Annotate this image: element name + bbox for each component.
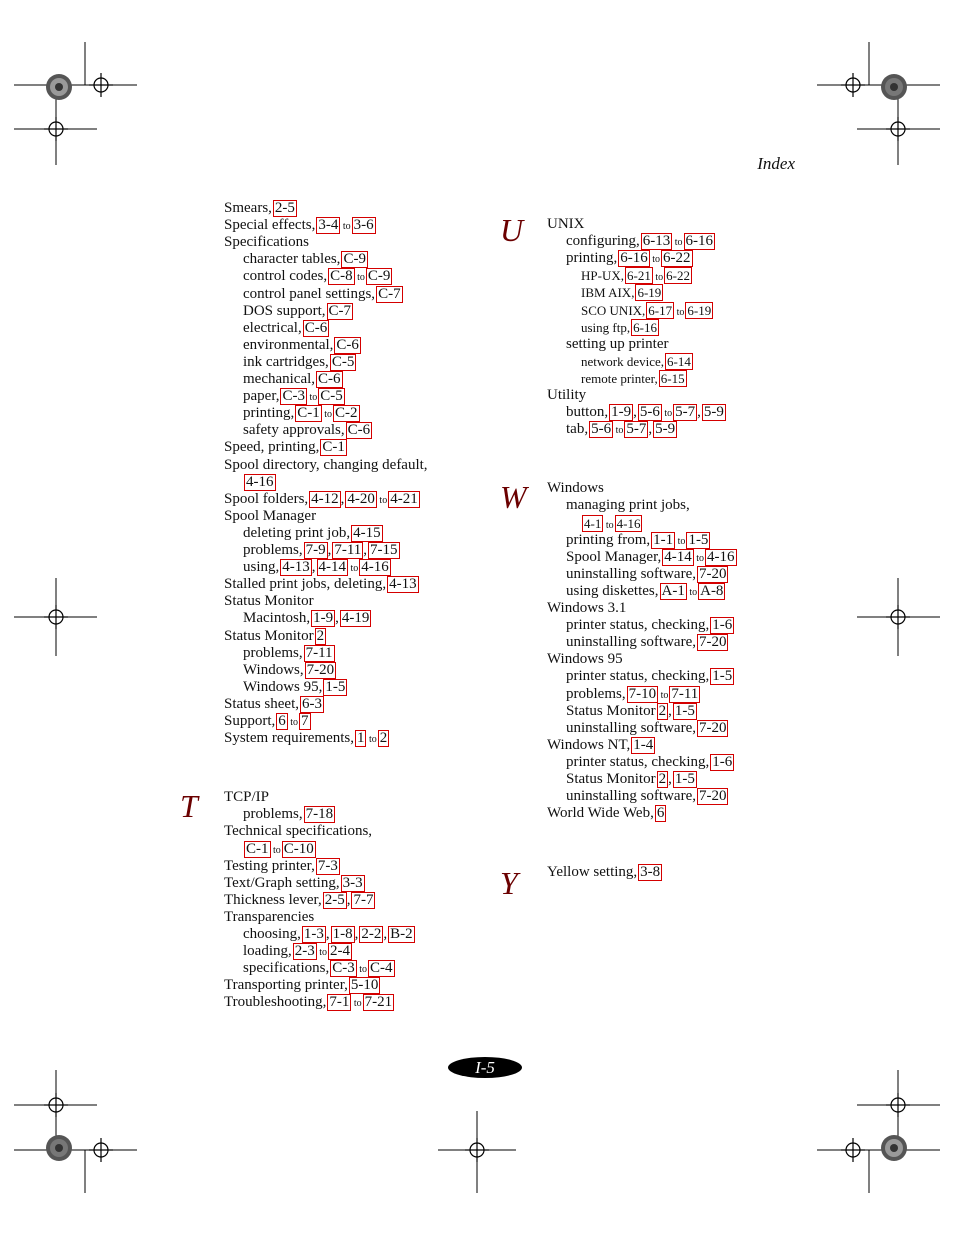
index-entry [224,713,311,731]
page-ref-link[interactable]: C-2 [335,405,358,422]
index-entry [547,720,728,737]
index-entry [224,806,335,823]
index-entry [224,662,336,679]
range-word: to [366,734,377,746]
page-ref-link[interactable]: 4-16 [707,548,735,565]
entry-text: ink cartridges, [243,353,329,370]
entry-text: uninstalling software, [566,719,696,736]
index-entry [547,737,655,754]
index-entry [224,422,372,439]
page-ref-link[interactable]: 2-2 [361,926,382,942]
entry-text: , [668,702,672,719]
entry-text: Spool directory, changing default, [224,456,428,473]
page-ref-link[interactable]: C-7 [378,285,401,302]
entry-text: Spool folders, [224,490,309,507]
entry-text: Smears, [224,200,272,216]
entry-text: , [697,404,701,421]
index-entry [547,421,677,439]
entry-text: Text/Graph setting, [224,874,340,891]
running-header: Index [757,154,795,173]
index-entry [547,651,623,667]
page-ref-link[interactable]: C-9 [343,251,366,268]
entry-text: Special effects, [224,217,316,234]
index-entry [547,566,728,583]
index-entry [224,303,353,320]
page-ref-link[interactable]: 1-8 [332,926,353,942]
entry-text: environmental, [243,336,334,353]
index-entry [224,789,269,805]
page-ref-link[interactable]: 7-18 [305,806,334,823]
page-ref-link[interactable]: A-1 [661,582,685,599]
entry-text: Spool Manager, [566,548,662,565]
entry-text: , [325,926,330,942]
entry-text: Status Monitor [224,627,314,644]
index-entry [547,480,604,496]
index-entry [224,841,316,859]
entry-text: paper, [243,388,280,405]
index-entry [547,805,666,822]
page-ref-link[interactable]: 2 [379,730,388,747]
page-ref-link[interactable]: 6-16 [685,233,714,250]
entry-text: , [363,542,368,558]
entry-text: loading, [243,943,292,960]
entry-text: Transporting printer, [224,977,348,994]
range-word: to [348,563,359,575]
index-entry [224,823,372,839]
page-ref-link[interactable]: 3-3 [342,874,363,891]
entry-text: problems, [243,806,303,823]
page-ref-link[interactable]: 7-20 [306,661,335,678]
page-ref-link[interactable]: 3-8 [640,864,661,881]
entry-text: control panel settings, [243,285,376,302]
page-ref-link[interactable]: 7-11 [334,542,362,558]
page-ref-link[interactable]: 2-5 [324,891,345,908]
entry-text: electrical, [243,319,302,336]
page-ref-link[interactable]: C-6 [304,319,328,336]
index-entry [547,703,697,720]
page-ref-link[interactable]: 6-19 [687,302,712,318]
range-word: to [321,409,333,421]
entry-text: Speed, printing, [224,439,320,456]
entry-text: , [383,926,388,942]
range-word: to [675,535,686,547]
index-entry [547,250,693,268]
page-ref-link[interactable]: 4-1 [584,515,602,531]
index-entry [224,542,400,559]
page-ref-link[interactable]: A-8 [700,582,724,599]
entry-text: , [335,610,339,627]
entry-text: choosing, [243,926,301,942]
page-ref-link[interactable]: 6-16 [620,250,648,267]
page-ref-link[interactable]: 6-14 [667,353,691,369]
index-entry [224,234,309,250]
index-entry [547,404,726,422]
page-ref-link[interactable]: 1-3 [303,926,324,942]
entry-text: IBM AIX, [581,285,635,301]
page-ref-link[interactable]: 2 [658,702,667,719]
entry-text: uninstalling software, [566,788,696,805]
entry-text: Macintosh, [243,610,311,627]
entry-text: using diskettes, [566,582,659,599]
entry-text: Troubleshooting, [224,994,327,1011]
page-ref-link[interactable]: 4-21 [390,490,418,507]
index-entry [547,583,725,601]
range-word: to [613,425,624,437]
page-ref-link[interactable]: 6-16 [633,319,657,335]
index-entry [224,491,420,509]
index-entry [547,497,690,513]
page-ref-link[interactable]: 6-22 [666,268,690,284]
entry-text: , [633,404,637,421]
page-ref-link[interactable]: 6 [278,713,286,729]
entry-text: Status sheet, [224,695,299,712]
index-entry [224,286,403,303]
range-word: to [693,552,704,564]
page-ref-link[interactable]: 4-12 [311,490,339,507]
page-ref-link[interactable]: 7-21 [364,994,393,1011]
range-word: to [672,237,683,249]
page-ref-link[interactable]: 3-6 [353,217,374,234]
index-entry [224,892,375,909]
entry-text: specifications, [243,960,330,977]
range-word: to [316,947,328,959]
index-entry [547,788,728,805]
page-ref-link[interactable]: 5-10 [350,977,379,994]
entry-text: Utility [547,387,587,403]
page-ref-link[interactable]: 7-20 [698,634,727,651]
entry-text: configuring, [566,233,640,250]
entry-text: tab, [566,421,589,438]
index-entry [547,233,715,251]
page-ref-link[interactable]: 6-22 [663,250,691,267]
range-word: to [356,964,368,976]
entry-text: using, [243,559,280,576]
page-ref-link[interactable]: 7-1 [329,994,350,1011]
entry-text: uninstalling software, [566,634,696,651]
entry-text: DOS support, [243,302,326,319]
index-entry [224,696,324,713]
range-word: to [649,254,661,266]
entry-text: Support, [224,713,276,729]
index-entry [547,754,734,771]
index-entry [224,628,326,645]
entry-text: problems, [243,542,303,558]
index-entry [224,439,347,456]
entry-text: button, [566,404,609,421]
entry-text: printer status, checking, [566,617,710,634]
entry-text: safety approvals, [243,422,345,439]
page-ref-link[interactable]: 1 [356,730,365,747]
page-ref-link[interactable]: 2-3 [294,943,315,960]
entry-text: managing print jobs, [566,497,690,514]
page-ref-link[interactable]: 1-4 [633,736,654,753]
section-letter-w: W [500,479,527,515]
entry-text: Specifications [224,234,309,251]
index-entry [224,960,395,978]
index-entry [224,268,392,286]
range-word: to [287,717,299,728]
page-ref-link[interactable]: 7-7 [353,891,374,908]
entry-text: , [648,421,653,438]
range-word: to [376,494,388,506]
page-ref-link[interactable]: 5-7 [675,404,696,421]
range-word: to [306,392,318,404]
entry-text: SCO UNIX, [581,302,646,318]
range-word: to [340,221,351,233]
index-entry [224,645,335,662]
range-word: to [603,519,614,531]
page-number: I-5 [448,1057,522,1078]
page-ref-link[interactable]: 1-6 [712,753,733,770]
index-entry [224,679,347,696]
entry-text: Technical specifications, [224,823,373,840]
index-entry [224,525,383,542]
index-entry [224,576,419,593]
page-ref-link[interactable]: 5-7 [626,421,647,438]
entry-text: printing, [243,405,295,422]
entry-text: Status Monitor [566,702,656,719]
page-ref-link[interactable]: C-7 [328,302,352,319]
page-ref-link[interactable]: C-10 [283,840,314,857]
page-ref-link[interactable]: 1-9 [313,610,334,627]
index-entry [224,610,371,627]
entry-text: System requirements, [224,730,354,747]
page-ref-link[interactable]: 7-15 [370,542,398,558]
entry-text: Windows 95 [547,651,623,668]
page-ref-link[interactable]: 1-5 [325,678,346,695]
index-entry [547,617,734,634]
index-entry [547,668,734,685]
entry-text: Testing printer, [224,857,315,874]
entry-text: using ftp, [581,319,631,335]
entry-text: Stalled print jobs, deleting, [224,576,387,593]
page-ref-link[interactable]: 2-4 [330,943,351,960]
page-ref-link[interactable]: C-4 [370,960,393,977]
entry-text: printer status, checking, [566,753,710,770]
index-entry [547,771,697,788]
entry-text: Spool Manager [224,507,317,524]
page-ref-link[interactable]: 6-19 [637,285,662,301]
index-entry [224,559,391,577]
index-entry [224,200,297,217]
page-ref-link[interactable]: 5-6 [639,404,660,421]
entry-text: problems, [566,685,626,702]
page-ref-link[interactable]: 5-9 [655,421,676,438]
page-ref-link[interactable]: C-8 [330,268,353,285]
index-entry [547,216,585,232]
index-entry [547,634,728,651]
page-ref-link[interactable]: C-5 [320,388,343,405]
page-ref-link[interactable]: 3-4 [318,217,339,234]
page-ref-link[interactable]: 7-20 [698,565,727,582]
entry-text: Windows, [243,661,304,678]
entry-text: character tables, [243,251,341,268]
page-ref-link[interactable]: 7 [301,713,309,729]
index-entry [224,875,365,892]
index-entry [224,457,428,473]
index-entry [224,251,368,268]
entry-text: remote printer, [581,370,658,386]
page-ref-link[interactable]: 4-15 [353,524,381,541]
section-letter-t: T [180,788,198,824]
range-word: to [674,306,685,318]
range-word: to [686,586,698,598]
entry-text: , [354,926,359,942]
page-ref-link[interactable]: 7-20 [698,719,727,736]
range-word: to [661,408,673,420]
entry-text: , [311,559,316,576]
entry-text: Windows 95, [243,678,323,695]
page-ref-link[interactable]: 5-6 [591,421,612,438]
page-ref-link[interactable]: 4-14 [318,559,347,576]
page-ref-link[interactable]: C-1 [246,840,269,857]
page-ref-link[interactable]: C-6 [347,422,371,439]
entry-text: uninstalling software, [566,565,696,582]
entry-text: , [346,891,351,908]
page-ref-link[interactable]: 2-5 [274,200,295,216]
entry-text: problems, [243,644,303,661]
page-ref-link[interactable]: 6-13 [642,233,671,250]
page-ref-link[interactable]: 2 [658,771,667,787]
section-letter-u: U [500,212,524,248]
section-letter-y: Y [500,865,518,901]
entry-text: TCP/IP [224,789,270,806]
entry-text: , [340,490,345,507]
index-entry [224,909,314,925]
page-ref-link[interactable]: 4-13 [282,559,310,576]
page-ref-link[interactable]: C-1 [322,439,345,456]
page-ref-link[interactable]: 5-9 [703,404,724,421]
index-entry [547,336,668,352]
index-entry [224,337,361,354]
page-ref-link[interactable]: 7-3 [317,857,338,874]
page-ref-link[interactable]: C-6 [318,371,341,387]
entry-text: deleting print job, [243,524,351,541]
page-ref-link[interactable]: 7-11 [671,685,699,702]
entry-text: printing from, [566,531,651,548]
index-entry [224,593,314,609]
index-entry [224,371,343,388]
range-word: to [270,844,281,856]
index-entry [224,994,394,1012]
index-entry [547,549,737,567]
page-ref-link[interactable]: C-3 [332,960,355,977]
page-ref-link[interactable]: 4-13 [389,576,417,593]
page-ref-link[interactable]: C-9 [367,268,391,285]
page-ref-link[interactable]: 7-20 [698,788,727,805]
index-entry [547,284,663,301]
index-entry [547,353,693,370]
index-entry [547,319,659,336]
index-entry [547,600,626,616]
range-word: to [658,689,669,701]
entry-text: control codes, [243,268,328,285]
index-entry [224,508,316,524]
index-entry [224,388,345,406]
page-ref-link[interactable]: 7-10 [628,685,657,702]
entry-text: Transparencies [224,908,315,925]
page-ref-link[interactable]: 7-9 [305,542,326,558]
page-ref-link[interactable]: 1-5 [688,531,709,548]
entry-text: Status Monitor [224,593,314,610]
page-ref-link[interactable]: 1-9 [611,404,632,421]
index-entry [224,354,356,371]
page-ref-link[interactable]: C-1 [297,405,320,422]
page-ref-link[interactable]: 6-15 [660,370,685,386]
index-entry [224,320,329,337]
index-entry [547,864,662,881]
entry-text: printing, [566,250,618,267]
entry-text: setting up printer [566,335,669,352]
page-ref-link[interactable]: C-6 [336,336,359,353]
index-entry [547,532,710,550]
page-ref-link[interactable]: 1-1 [653,531,674,548]
entry-text: UNIX [547,216,585,232]
range-word: to [351,998,362,1010]
entry-text: printer status, checking, [566,668,710,685]
page-ref-link[interactable]: 7-11 [305,644,333,661]
page-ref-link[interactable]: C-3 [282,388,305,405]
page-ref-link[interactable]: 4-14 [664,548,692,565]
entry-text: Windows NT, [547,736,631,753]
index-entry [224,926,415,943]
index-entry [547,387,586,403]
page-ref-link[interactable]: 1-5 [674,771,695,787]
index-entry [224,943,352,961]
index-entry [224,858,340,875]
index-entry [224,217,376,235]
entry-text: World Wide Web, [547,805,654,822]
index-entry [224,405,360,423]
entry-text: mechanical, [243,371,316,387]
index-entry [224,730,389,748]
page-ref-link[interactable]: 4-16 [361,559,389,576]
page-ref-link[interactable]: 6-17 [648,302,673,318]
entry-text: , [327,542,332,558]
page-ref-link[interactable]: 1-5 [712,668,733,685]
page-ref-link[interactable]: 4-16 [246,473,274,490]
page-ref-link[interactable]: B-2 [390,926,413,942]
index-entry [224,977,380,994]
entry-text: Windows 3.1 [547,600,627,616]
page-ref-link[interactable]: 1-6 [712,617,733,634]
page-ref-link[interactable]: 6 [656,805,665,822]
page-ref-link[interactable]: C-5 [331,353,355,370]
page-ref-link[interactable]: 6-3 [302,695,322,712]
page-ref-link[interactable]: 1-5 [674,702,695,719]
entry-text: , [668,771,672,787]
page-ref-link[interactable]: 4-19 [341,610,370,627]
page-ref-link[interactable]: 2 [316,627,325,644]
page-ref-link[interactable]: 4-20 [347,490,375,507]
entry-text: Status Monitor [566,771,656,787]
entry-text: HP-UX, [581,268,624,284]
range-word: to [354,272,365,284]
entry-text: Windows [547,480,604,497]
range-word: to [652,272,664,284]
index-entry [547,370,687,387]
page-ref-link[interactable]: 4-16 [616,515,641,531]
entry-text: Thickness lever, [224,891,322,908]
entry-text: Yellow setting, [547,864,638,881]
entry-text: network device, [581,353,665,369]
index-entry [224,474,276,491]
index-entry [547,686,700,704]
page-ref-link[interactable]: 6-21 [626,268,651,284]
